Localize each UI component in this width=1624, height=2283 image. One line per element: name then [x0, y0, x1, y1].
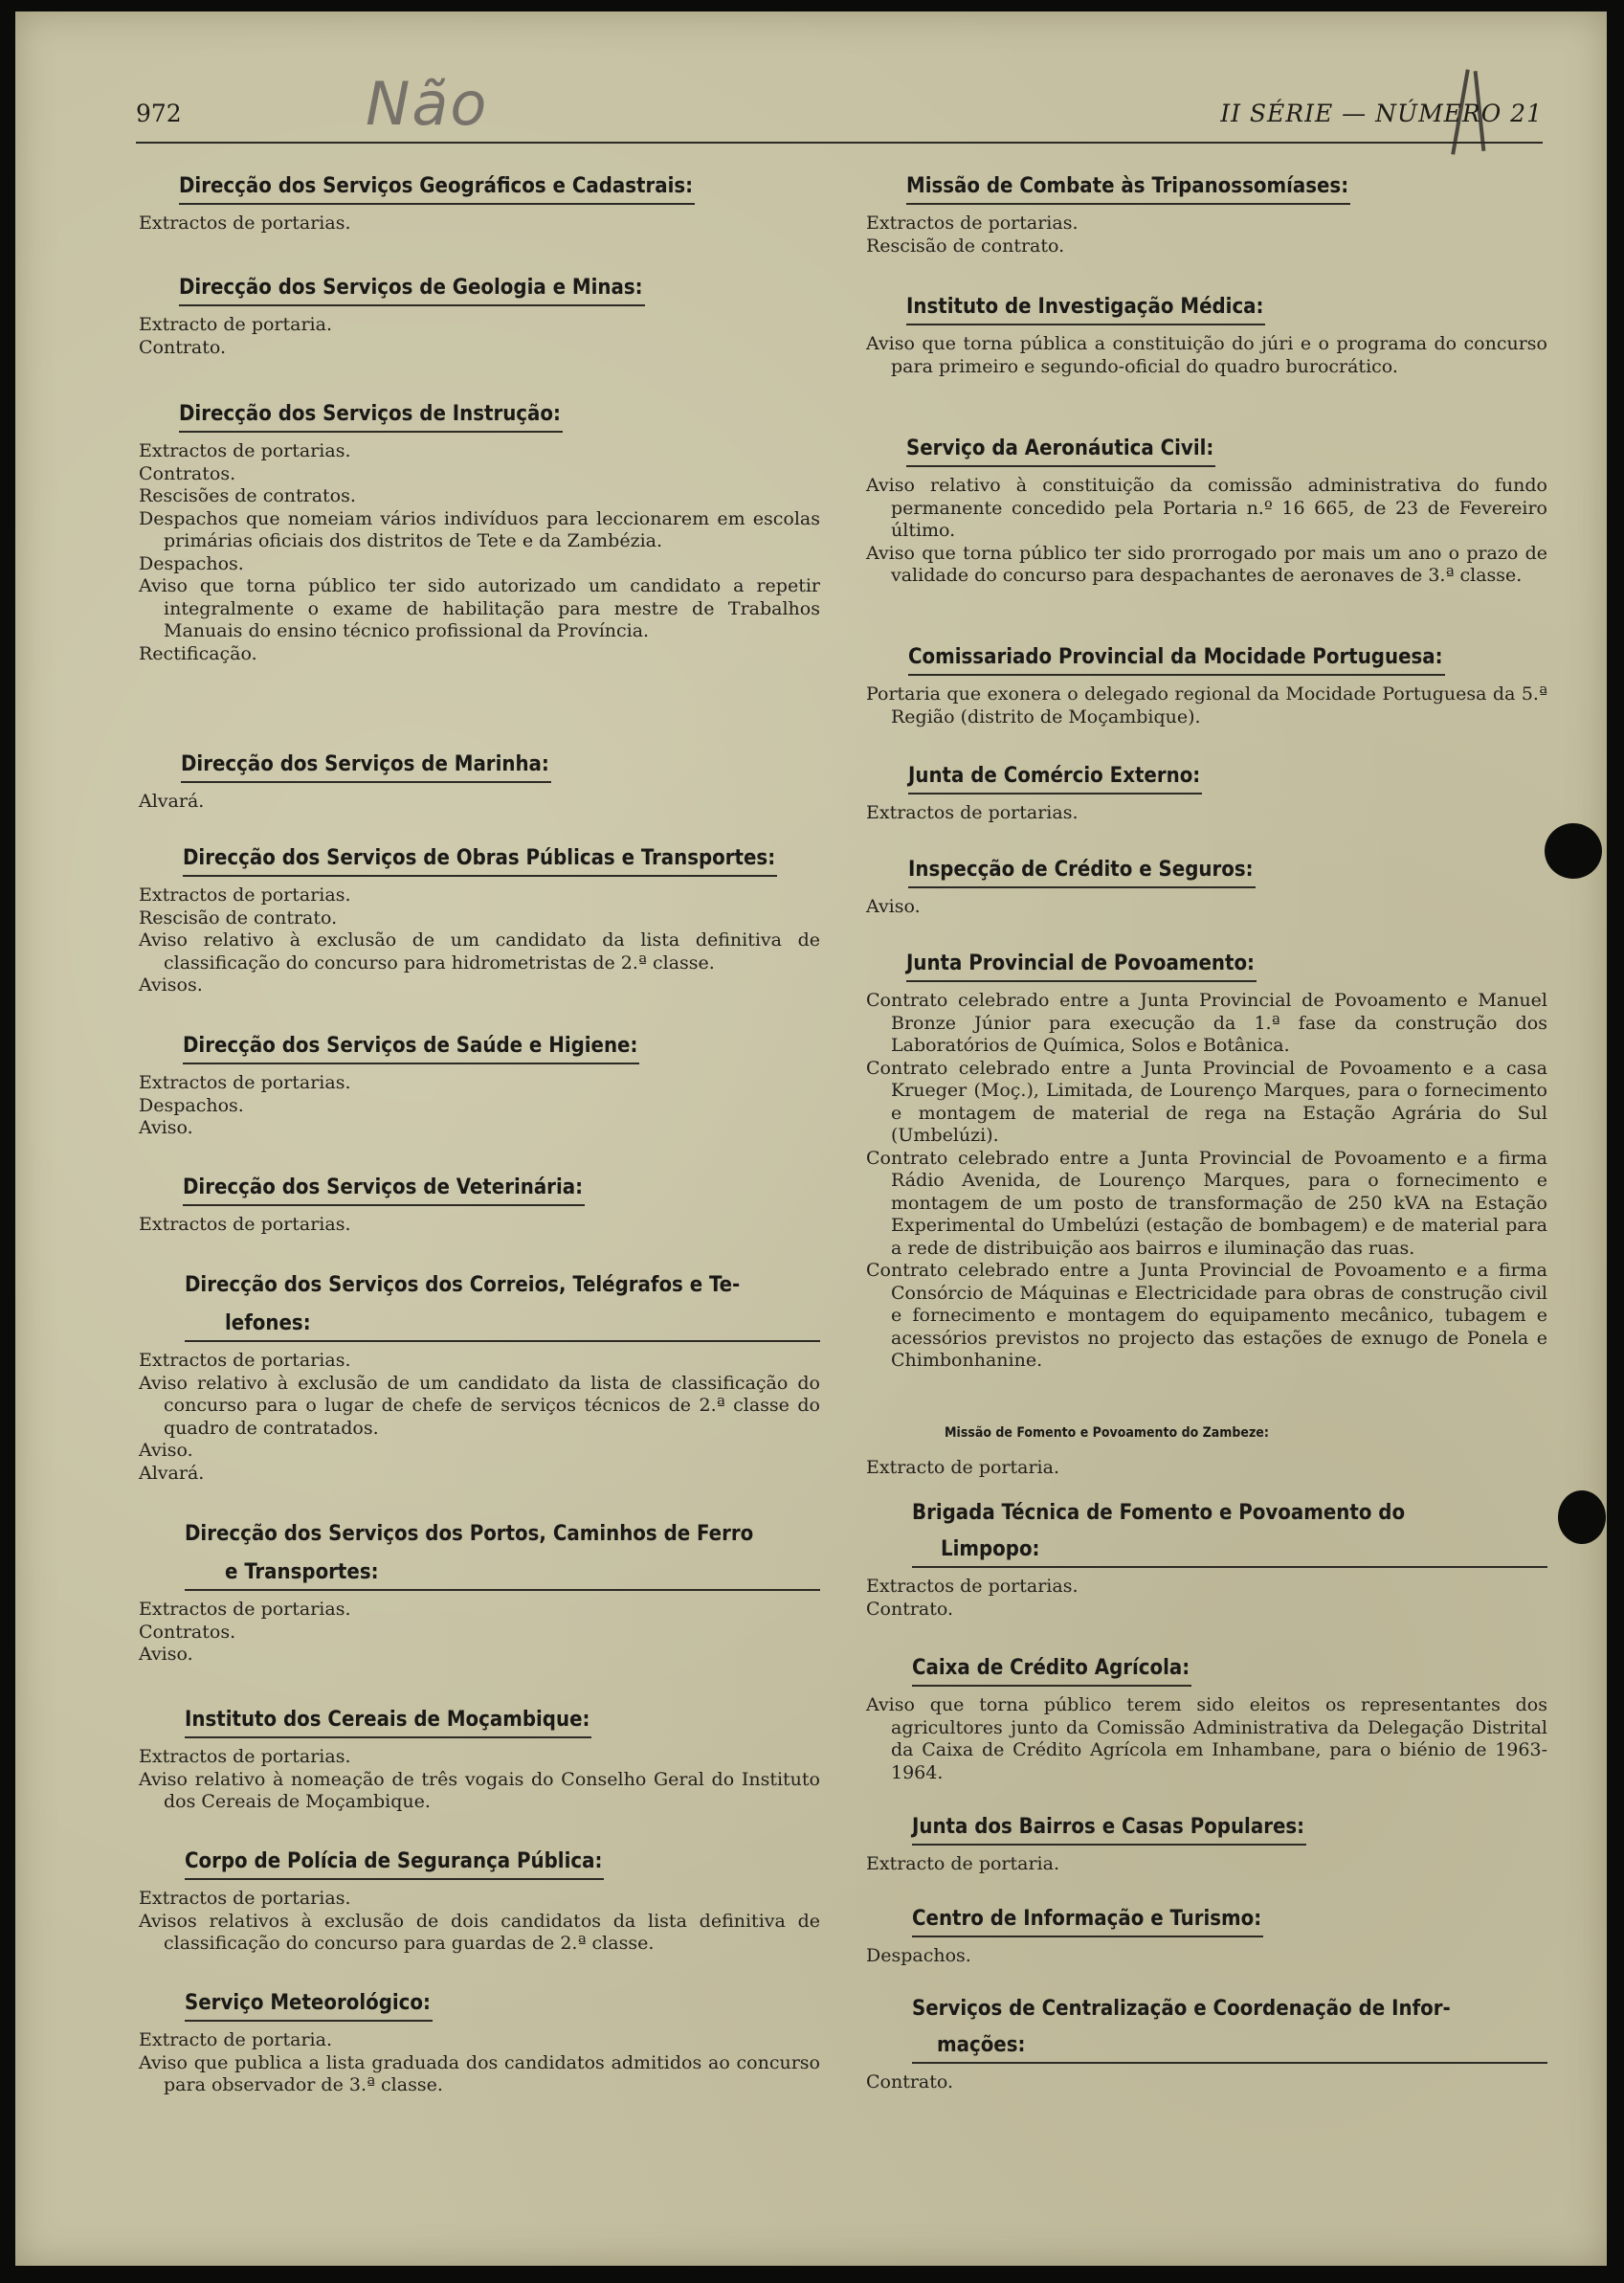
section-title: Direcção dos Serviços Geográficos e Cadastrais:: [179, 174, 695, 205]
list-item: Contrato.: [866, 1598, 954, 1620]
list-item: Aviso relativo à exclusão de um candidato da lista definitiva de classificação do concurso para hidrometristas de 2.ª classe.: [139, 929, 820, 974]
section-title: Direcção dos Serviços de Marinha:: [181, 752, 551, 783]
page-header: [136, 100, 1543, 144]
list-item: Extractos de portarias.: [139, 440, 351, 461]
page-number: 972: [136, 100, 182, 127]
list-item: Avisos relativos à exclusão de dois candidatos da lista definitiva de classificação do concurso para guardas de 2.ª classe.: [139, 1910, 820, 1954]
list-item: Extracto de portaria.: [139, 314, 333, 335]
series-number: II SÉRIE — NÚMERO 21: [1220, 100, 1543, 127]
section-title-line: e Transportes:: [225, 1560, 379, 1584]
section: [866, 764, 1547, 825]
list-item: Extractos de portarias.: [866, 802, 1079, 823]
section: [866, 1815, 1547, 1876]
list-item: Aviso.: [139, 1117, 193, 1138]
list-item: Aviso que torna público ter sido autorizado um candidato a repetir integralmente o exame de habilitação para mestre de Trabalhos Manuais do ensino técnico profissional da Província.: [139, 575, 820, 641]
section: [866, 1421, 1547, 1480]
punch-hole: [1545, 823, 1602, 879]
section-title: Serviço Meteorológico:: [185, 1991, 433, 2022]
section-title: [185, 1273, 820, 1342]
section: [866, 858, 1547, 919]
section: [139, 276, 820, 359]
section: [866, 1501, 1547, 1621]
section-title: [912, 1501, 1547, 1568]
section-title: Direcção dos Serviços de Geologia e Minas:: [179, 276, 645, 306]
list-item: Aviso.: [139, 1440, 193, 1461]
section-title: Corpo de Polícia de Segurança Pública:: [185, 1849, 604, 1880]
list-item: Despachos.: [866, 1945, 971, 1966]
list-item: Rectificação.: [139, 642, 257, 664]
list-item: Contrato celebrado entre a Junta Provincial de Povoamento e a firma Consórcio de Máquinas e Electricidade para obras de construção civil e fornecimento e montagem do equipamento mecânico, tubagem e acessórios previstos no projecto das estações de exnugo de Ponela e Chimbonhanine.: [866, 1260, 1547, 1371]
section-title: Missão de Combate às Tripanossomíases:: [906, 174, 1350, 205]
section-title: Direcção dos Serviços de Saúde e Higiene:: [183, 1034, 639, 1064]
section-title-line: Serviços de Centralização e Coordenação de Infor-: [912, 1997, 1451, 2021]
list-item: Extractos de portarias.: [139, 1746, 351, 1767]
section: [139, 1708, 820, 1814]
list-item: Extractos de portarias.: [139, 1350, 351, 1371]
section: [866, 1656, 1547, 1784]
section: [866, 1907, 1547, 1968]
list-item: Aviso que publica a lista graduada dos candidatos admitidos ao concurso para observador de 3.ª classe.: [139, 2051, 820, 2095]
section: [139, 1273, 820, 1485]
list-item: Despachos.: [139, 1094, 244, 1116]
section: [139, 174, 820, 235]
list-item: Rescisão de contrato.: [866, 235, 1065, 257]
handwritten-mark: Não: [366, 69, 489, 139]
list-item: Aviso.: [866, 896, 921, 917]
list-item: Extractos de portarias.: [139, 884, 351, 906]
section-title: Centro de Informação e Turismo:: [912, 1907, 1263, 1937]
punch-hole: [1558, 1490, 1606, 1544]
list-item: Contrato celebrado entre a Junta Provincial de Povoamento e a firma Rádio Avenida, de Lourenço Marques, para o fornecimento e montagem de um posto de transformação de 250 kVA na Estação Experimental do Umbelúzi (estação de bombagem) e de material para a rede de distribuição aos bairros e iluminação das ruas.: [866, 1147, 1547, 1259]
list-item: Aviso que torna público ter sido prorrogado por mais um ano o prazo de validade do concurso para despachantes de aeronaves de 3.ª classe.: [866, 542, 1547, 586]
section-title: Missão de Fomento e Povoamento do Zambeze:: [945, 1425, 1269, 1441]
list-item: Extracto de portaria.: [866, 1457, 1060, 1478]
list-item: Extractos de portarias.: [139, 1072, 351, 1093]
list-item: Contratos.: [139, 462, 236, 484]
section-title: Direcção dos Serviços de Obras Públicas e Transportes:: [183, 846, 777, 877]
list-item: Extracto de portaria.: [866, 1853, 1060, 1874]
list-item: Alvará.: [139, 1462, 205, 1484]
section: [866, 645, 1547, 728]
section-title: Instituto dos Cereais de Moçambique:: [185, 1708, 591, 1738]
list-item: Extractos de portarias.: [139, 213, 351, 234]
list-item: Aviso relativo à exclusão de um candidato da lista de classificação do concurso para o lugar de chefe de serviços técnicos de 2.ª classe do quadro de contratados.: [139, 1372, 820, 1439]
section-title-line: lefones:: [225, 1311, 311, 1335]
section-title-line: Limpopo:: [941, 1537, 1040, 1561]
section-title: [185, 1522, 820, 1591]
section: [866, 295, 1547, 378]
section-title: Junta Provincial de Povoamento:: [906, 951, 1257, 982]
section: [139, 846, 820, 997]
section-title: Comissariado Provincial da Mocidade Portuguesa:: [908, 645, 1445, 676]
list-item: Aviso.: [139, 1644, 193, 1665]
list-item: Alvará.: [139, 791, 205, 812]
list-item: Aviso relativo à constituição da comissão administrativa do fundo permanente concedido pela Portaria n.º 16 665, de 23 de Fevereiro último.: [866, 475, 1547, 541]
list-item: Extractos de portarias.: [866, 213, 1079, 234]
list-item: Contrato.: [866, 2071, 954, 2093]
section-title-line: Direcção dos Serviços dos Portos, Caminhos de Ferro: [185, 1522, 754, 1546]
list-item: Aviso que torna pública a constituição do júri e o programa do concurso para primeiro e segundo-oficial do quadro burocrático.: [866, 333, 1547, 377]
section: [139, 1849, 820, 1956]
list-item: Extractos de portarias.: [866, 1576, 1079, 1597]
list-item: Aviso que torna público terem sido eleitos os representantes dos agricultores junto da Comissão Administrativa da Delegação Distrital da Caixa de Crédito Agrícola em Inhambane, para o biénio de 1963-1964.: [866, 1694, 1547, 1783]
list-item: Extracto de portaria.: [139, 2029, 333, 2050]
list-item: Rescisões de contratos.: [139, 485, 356, 506]
section: [139, 402, 820, 665]
list-item: Aviso relativo à nomeação de três vogais do Conselho Geral do Instituto dos Cereais de Moçambique.: [139, 1768, 820, 1812]
section-title-line: Brigada Técnica de Fomento e Povoamento do: [912, 1501, 1406, 1525]
list-item: Extractos de portarias.: [139, 1888, 351, 1909]
section-title: Inspecção de Crédito e Seguros:: [908, 858, 1256, 888]
section: [139, 752, 820, 814]
list-item: Rescisão de contrato.: [139, 906, 338, 929]
section-title: Junta dos Bairros e Casas Populares:: [912, 1815, 1306, 1846]
section-title: Direcção dos Serviços de Veterinária:: [183, 1175, 585, 1206]
list-item: Contrato celebrado entre a Junta Provincial de Povoamento e a casa Krueger (Moç.), Limitada, de Lourenço Marques, para o fornecimento e montagem de material de rega na Estação Agrária do Sul (Umbelúzi).: [866, 1057, 1547, 1146]
section: [139, 1991, 820, 2097]
section: [866, 1997, 1547, 2094]
section: [866, 436, 1547, 588]
section-title: Direcção dos Serviços de Instrução:: [179, 402, 563, 433]
list-item: Contratos.: [139, 1621, 236, 1643]
section: [866, 174, 1547, 257]
section: [139, 1522, 820, 1667]
section-title: Serviço da Aeronáutica Civil:: [906, 436, 1215, 467]
list-item: Portaria que exonera o delegado regional da Mocidade Portuguesa da 5.ª Região (distrito de Moçambique).: [866, 683, 1547, 727]
list-item: Extractos de portarias.: [139, 1214, 351, 1235]
list-item: Extractos de portarias.: [139, 1599, 351, 1620]
list-item: Despachos que nomeiam vários indivíduos para leccionarem em escolas primárias oficiais dos distritos de Tete e da Zambézia.: [139, 507, 820, 551]
section-title-line: mações:: [937, 2033, 1026, 2057]
section-title: Junta de Comércio Externo:: [908, 764, 1202, 795]
list-item: Contrato.: [139, 336, 227, 358]
list-item: Contrato celebrado entre a Junta Provincial de Povoamento e Manuel Bronze Júnior para execução da 1.ª fase da construção dos Laboratórios de Química, Solos e Botânica.: [866, 990, 1547, 1056]
section: [139, 1034, 820, 1140]
section-title: [912, 1997, 1547, 2064]
section-title: Instituto de Investigação Médica:: [906, 295, 1265, 325]
section: [866, 951, 1547, 1373]
section: [139, 1175, 820, 1237]
list-item: Avisos.: [139, 974, 203, 996]
section-title: Caixa de Crédito Agrícola:: [912, 1656, 1191, 1687]
section-title-line: Direcção dos Serviços dos Correios, Telégrafos e Te-: [185, 1273, 741, 1297]
list-item: Despachos.: [139, 552, 244, 574]
